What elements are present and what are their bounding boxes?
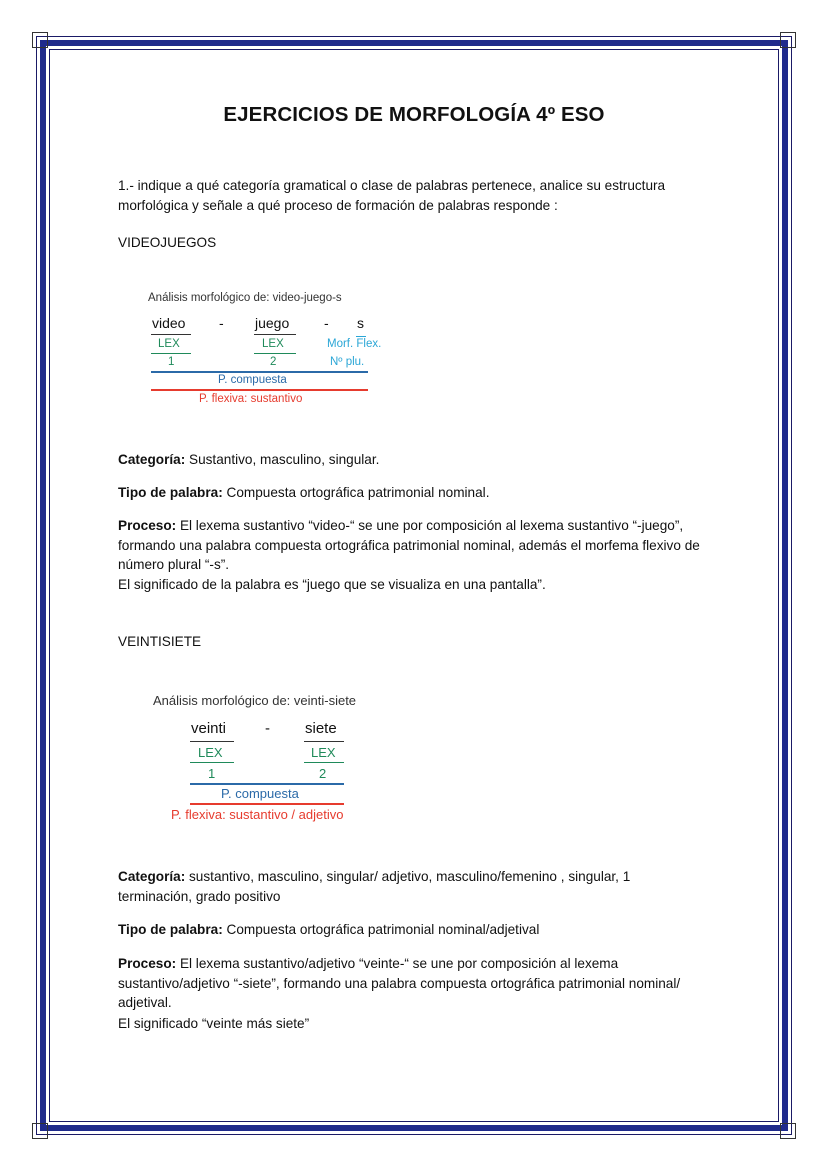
diagram-caption: Análisis morfológico de: veinti-siete (153, 693, 357, 708)
field-label: Proceso: (118, 518, 177, 533)
border-corner-ornament (780, 1123, 796, 1139)
tipo-paragraph: Tipo de palabra: Compuesta ortográfica patrimonial nominal/adjetival (118, 922, 540, 937)
proceso-paragraph: Proceso: El lexema sustantivo “video-“ se une por composición al lexema sustantivo “-juego”, formando una palabra compuesta ortográfica patrimonial nominal, además el morfema flexivo de número plural “-s”. (118, 518, 700, 573)
border-corner-ornament (32, 1123, 48, 1139)
diagram-label-lex: LEX (158, 338, 180, 350)
underline (151, 353, 191, 354)
diagram-separator: - (265, 720, 270, 737)
underline (254, 353, 296, 354)
compound-bar (151, 371, 368, 373)
diagram-part: juego (255, 315, 290, 331)
flexive-bar (190, 803, 344, 805)
diagram-part: s (357, 315, 364, 331)
diagram-number: 1 (168, 356, 175, 368)
diagram-number: Nº plu. (330, 356, 365, 368)
categoria-paragraph: Categoría: Sustantivo, masculino, singular. (118, 452, 380, 467)
border-corner-ornament (780, 32, 796, 48)
underline (304, 741, 344, 742)
compound-bar (190, 783, 344, 785)
diagram-separator: - (324, 315, 329, 331)
field-label: Tipo de palabra: (118, 922, 223, 937)
diagram-label-lex: LEX (198, 745, 223, 760)
diagram-label-lex: LEX (262, 338, 284, 350)
significado-paragraph: El significado “veinte más siete” (118, 1016, 310, 1031)
diagram-number: 2 (270, 356, 277, 368)
underline (254, 334, 296, 335)
diagram-caption: Análisis morfológico de: video-juego-s (148, 292, 342, 304)
word-heading-videojuegos: VIDEOJUEGOS (118, 235, 217, 250)
field-label: Tipo de palabra: (118, 485, 223, 500)
diagram-part: video (152, 315, 186, 331)
underline (190, 762, 234, 763)
diagram-compound-label: P. compuesta (221, 786, 299, 801)
underline (151, 334, 191, 335)
diagram-part: siete (305, 720, 337, 737)
exercise-instructions: 1.- indique a qué categoría gramatical o clase de palabras pertenece, analice su estructura morfológica y señale a qué proceso de formación de palabras responde : (118, 178, 666, 213)
field-label: Proceso: (118, 956, 177, 971)
proceso-paragraph: Proceso: El lexema sustantivo/adjetivo “veinte-“ se une por composición al lexema sustantivo/adjetivo “-siete”, formando una palabra compuesta ortográfica patrimonial nominal/ adjetival. (118, 956, 681, 1011)
underline (190, 741, 234, 742)
field-label: Categoría: (118, 452, 186, 467)
word-heading-veintisiete: VEINTISIETE (118, 634, 202, 649)
diagram-number: 2 (319, 766, 327, 781)
border-corner-ornament (32, 32, 48, 48)
tipo-paragraph: Tipo de palabra: Compuesta ortográfica patrimonial nominal. (118, 485, 490, 500)
diagram-number: 1 (208, 766, 216, 781)
underline (304, 762, 344, 763)
diagram-label-morf: Morf. Flex. (327, 338, 382, 350)
flexive-bar (151, 389, 368, 391)
categoria-paragraph: Categoría: sustantivo, masculino, singular/ adjetivo, masculino/femenino , singular, 1 terminación, grado positivo (118, 869, 631, 904)
diagram-flexive-label: P. flexiva: sustantivo / adjetivo (171, 807, 344, 822)
diagram-label-lex: LEX (311, 745, 336, 760)
page-title: EJERCICIOS DE MORFOLOGÍA 4º ESO (223, 103, 605, 126)
diagram-flexive-label: P. flexiva: sustantivo (199, 393, 303, 405)
significado-paragraph: El significado de la palabra es “juego que se visualiza en una pantalla”. (118, 577, 546, 592)
diagram-separator: - (219, 315, 224, 331)
diagram-part: veinti (191, 720, 227, 737)
field-label: Categoría: (118, 869, 186, 884)
diagram-compound-label: P. compuesta (218, 374, 287, 386)
underline (356, 336, 366, 337)
